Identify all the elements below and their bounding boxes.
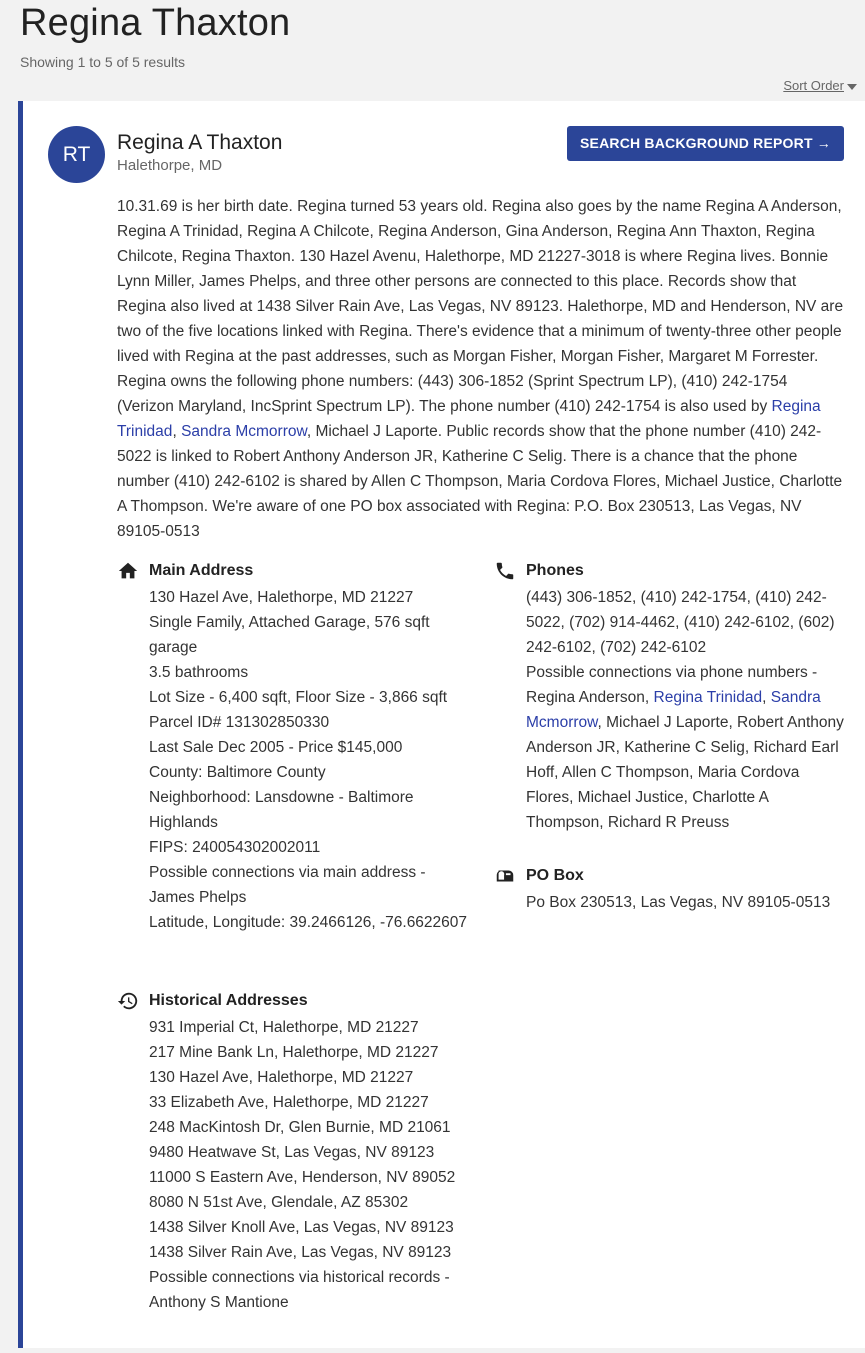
po-box-section <box>494 864 849 915</box>
phones-title: Phones <box>526 562 584 579</box>
summary-text: 10.31.69 is her birth date. Regina turned 53 years old. Regina also goes by the name Regina A Anderson, Regina A Trinidad, Regina A Chilcote, Regina Anderson, Gina Anderson, Regina Ann Thaxton, Regina Chilcote, Regina Thaxton. 130 Hazel Avenu, Halethorpe, MD 21227-3018 is where Regina lives. Bonnie Lynn Miller, James Phelps, and three other persons are connected to this place. Records show that Regina also lived at 1438 Silver Rain Ave, Las Vegas, NV 89123. Halethorpe, MD and Henderson, NV are two of the five locations linked with Regina. There's evidence that a minimum of twenty-three other people lived with Regina at the past addresses, such as Morgan Fisher, Morgan Fisher, Margaret M Forrester. Regina owns the following phone numbers: (443) 306-1852 (Sprint Spectrum LP), (410) 242-1754 (Verizon Maryland, IncSprint Spectrum LP). The phone number (410) 242-1754 is also used by <box>117 198 844 415</box>
link-sandra-mcmorrow[interactable]: Sandra Mcmorrow <box>181 423 307 440</box>
main-address-line: Neighborhood: Lansdowne - Baltimore Highlands <box>149 789 414 831</box>
person-name[interactable]: Regina A Thaxton <box>117 131 283 154</box>
main-address-line: Latitude, Longitude: 39.2466126, -76.6622607 <box>149 914 468 931</box>
link-sandra-mcmorrow-2[interactable]: Sandra Mcmorrow <box>526 689 821 731</box>
historical-address-line: 217 Mine Bank Ln, Halethorpe, MD 21227 <box>149 1044 439 1061</box>
main-address-section <box>117 559 472 935</box>
historical-address-line: 248 MacKintosh Dr, Glen Burnie, MD 21061 <box>149 1119 451 1136</box>
phone-icon <box>494 560 516 582</box>
phones-lines <box>526 585 849 835</box>
historical-address-lines <box>149 1015 477 1315</box>
po-box-value: Po Box 230513, Las Vegas, NV 89105-0513 <box>526 894 831 911</box>
page-title: Regina Thaxton <box>20 2 291 44</box>
phone-connections <box>526 660 849 835</box>
history-icon <box>117 990 139 1012</box>
main-address-line: Lot Size - 6,400 sqft, Floor Size - 3,866 sqft <box>149 689 448 706</box>
historical-address-line: Possible connections via historical records - Anthony S Mantione <box>149 1269 450 1311</box>
summary-sep: , <box>172 423 182 440</box>
historical-address-line: 130 Hazel Ave, Halethorpe, MD 21227 <box>149 1069 414 1086</box>
historical-address-line: 931 Imperial Ct, Halethorpe, MD 21227 <box>149 1019 419 1036</box>
result-card <box>18 101 865 1348</box>
historical-address-line: 1438 Silver Rain Ave, Las Vegas, NV 89123 <box>149 1244 452 1261</box>
main-address-line: Single Family, Attached Garage, 576 sqft garage <box>149 614 430 656</box>
mailbox-icon <box>494 865 516 887</box>
main-address-lines <box>149 585 472 935</box>
main-address-line: Last Sale Dec 2005 - Price $145,000 <box>149 739 403 756</box>
main-address-line: 130 Hazel Ave, Halethorpe, MD 21227 <box>149 589 414 606</box>
phone-connections-prefix: Possible connections via phone numbers - Regina Anderson, <box>526 664 818 706</box>
phone-numbers: (443) 306-1852, (410) 242-1754, (410) 242-5022, (702) 914-4462, (410) 242-6102, (602) 242-6102, (702) 242-6102 <box>526 589 835 656</box>
phone-connections-rest: , Michael J Laporte, Robert Anthony Anderson JR, Katherine C Selig, Richard Earl Hoff, Allen C Thompson, Maria Cordova Flores, Michael Justice, Charlotte A Thompson, Richard R Preuss <box>526 714 844 831</box>
caret-down-icon <box>847 84 857 90</box>
summary-text-2: , Michael J Laporte. Public records show that the phone number (410) 242-5022 is linked to Robert Anthony Anderson JR, Katherine C Selig. There is a chance that the phone number (410) 242-6102 is shared by Allen C Thompson, Maria Cordova Flores, Michael Justice, Charlotte A Thompson. We're aware of one PO box associated with Regina: P.O. Box 230513, Las Vegas, NV 89105-0513 <box>117 423 843 540</box>
sort-order-dropdown[interactable] <box>783 78 857 93</box>
main-address-line: County: Baltimore County <box>149 764 326 781</box>
link-regina-trinidad-2[interactable]: Regina Trinidad <box>653 689 763 706</box>
main-address-line: Possible connections via main address - James Phelps <box>149 864 426 906</box>
historical-address-line: 9480 Heatwave St, Las Vegas, NV 89123 <box>149 1144 435 1161</box>
phone-connections-sep: , <box>762 689 771 706</box>
main-address-line: FIPS: 240054302002011 <box>149 839 321 856</box>
sort-order-label: Sort Order <box>783 78 844 93</box>
historical-addresses-section <box>117 989 477 1315</box>
main-address-title: Main Address <box>149 562 254 579</box>
historical-address-line: 11000 S Eastern Ave, Henderson, NV 89052 <box>149 1169 456 1186</box>
search-background-report-button[interactable]: SEARCH BACKGROUND REPORT → <box>567 126 844 161</box>
historical-address-line: 1438 Silver Knoll Ave, Las Vegas, NV 89123 <box>149 1219 454 1236</box>
po-box-title: PO Box <box>526 867 584 884</box>
person-location: Halethorpe, MD <box>117 157 223 174</box>
historical-address-line: 33 Elizabeth Ave, Halethorpe, MD 21227 <box>149 1094 429 1111</box>
phones-section <box>494 559 849 835</box>
main-address-line: 3.5 bathrooms <box>149 664 249 681</box>
results-count: Showing 1 to 5 of 5 results <box>20 54 185 70</box>
main-address-line: Parcel ID# 131302850330 <box>149 714 330 731</box>
historical-address-line: 8080 N 51st Ave, Glendale, AZ 85302 <box>149 1194 409 1211</box>
link-regina-trinidad[interactable]: Regina Trinidad <box>117 398 821 440</box>
historical-addresses-title: Historical Addresses <box>149 992 308 1009</box>
avatar: RT <box>48 126 105 183</box>
home-icon <box>117 560 139 582</box>
person-summary <box>117 194 847 544</box>
